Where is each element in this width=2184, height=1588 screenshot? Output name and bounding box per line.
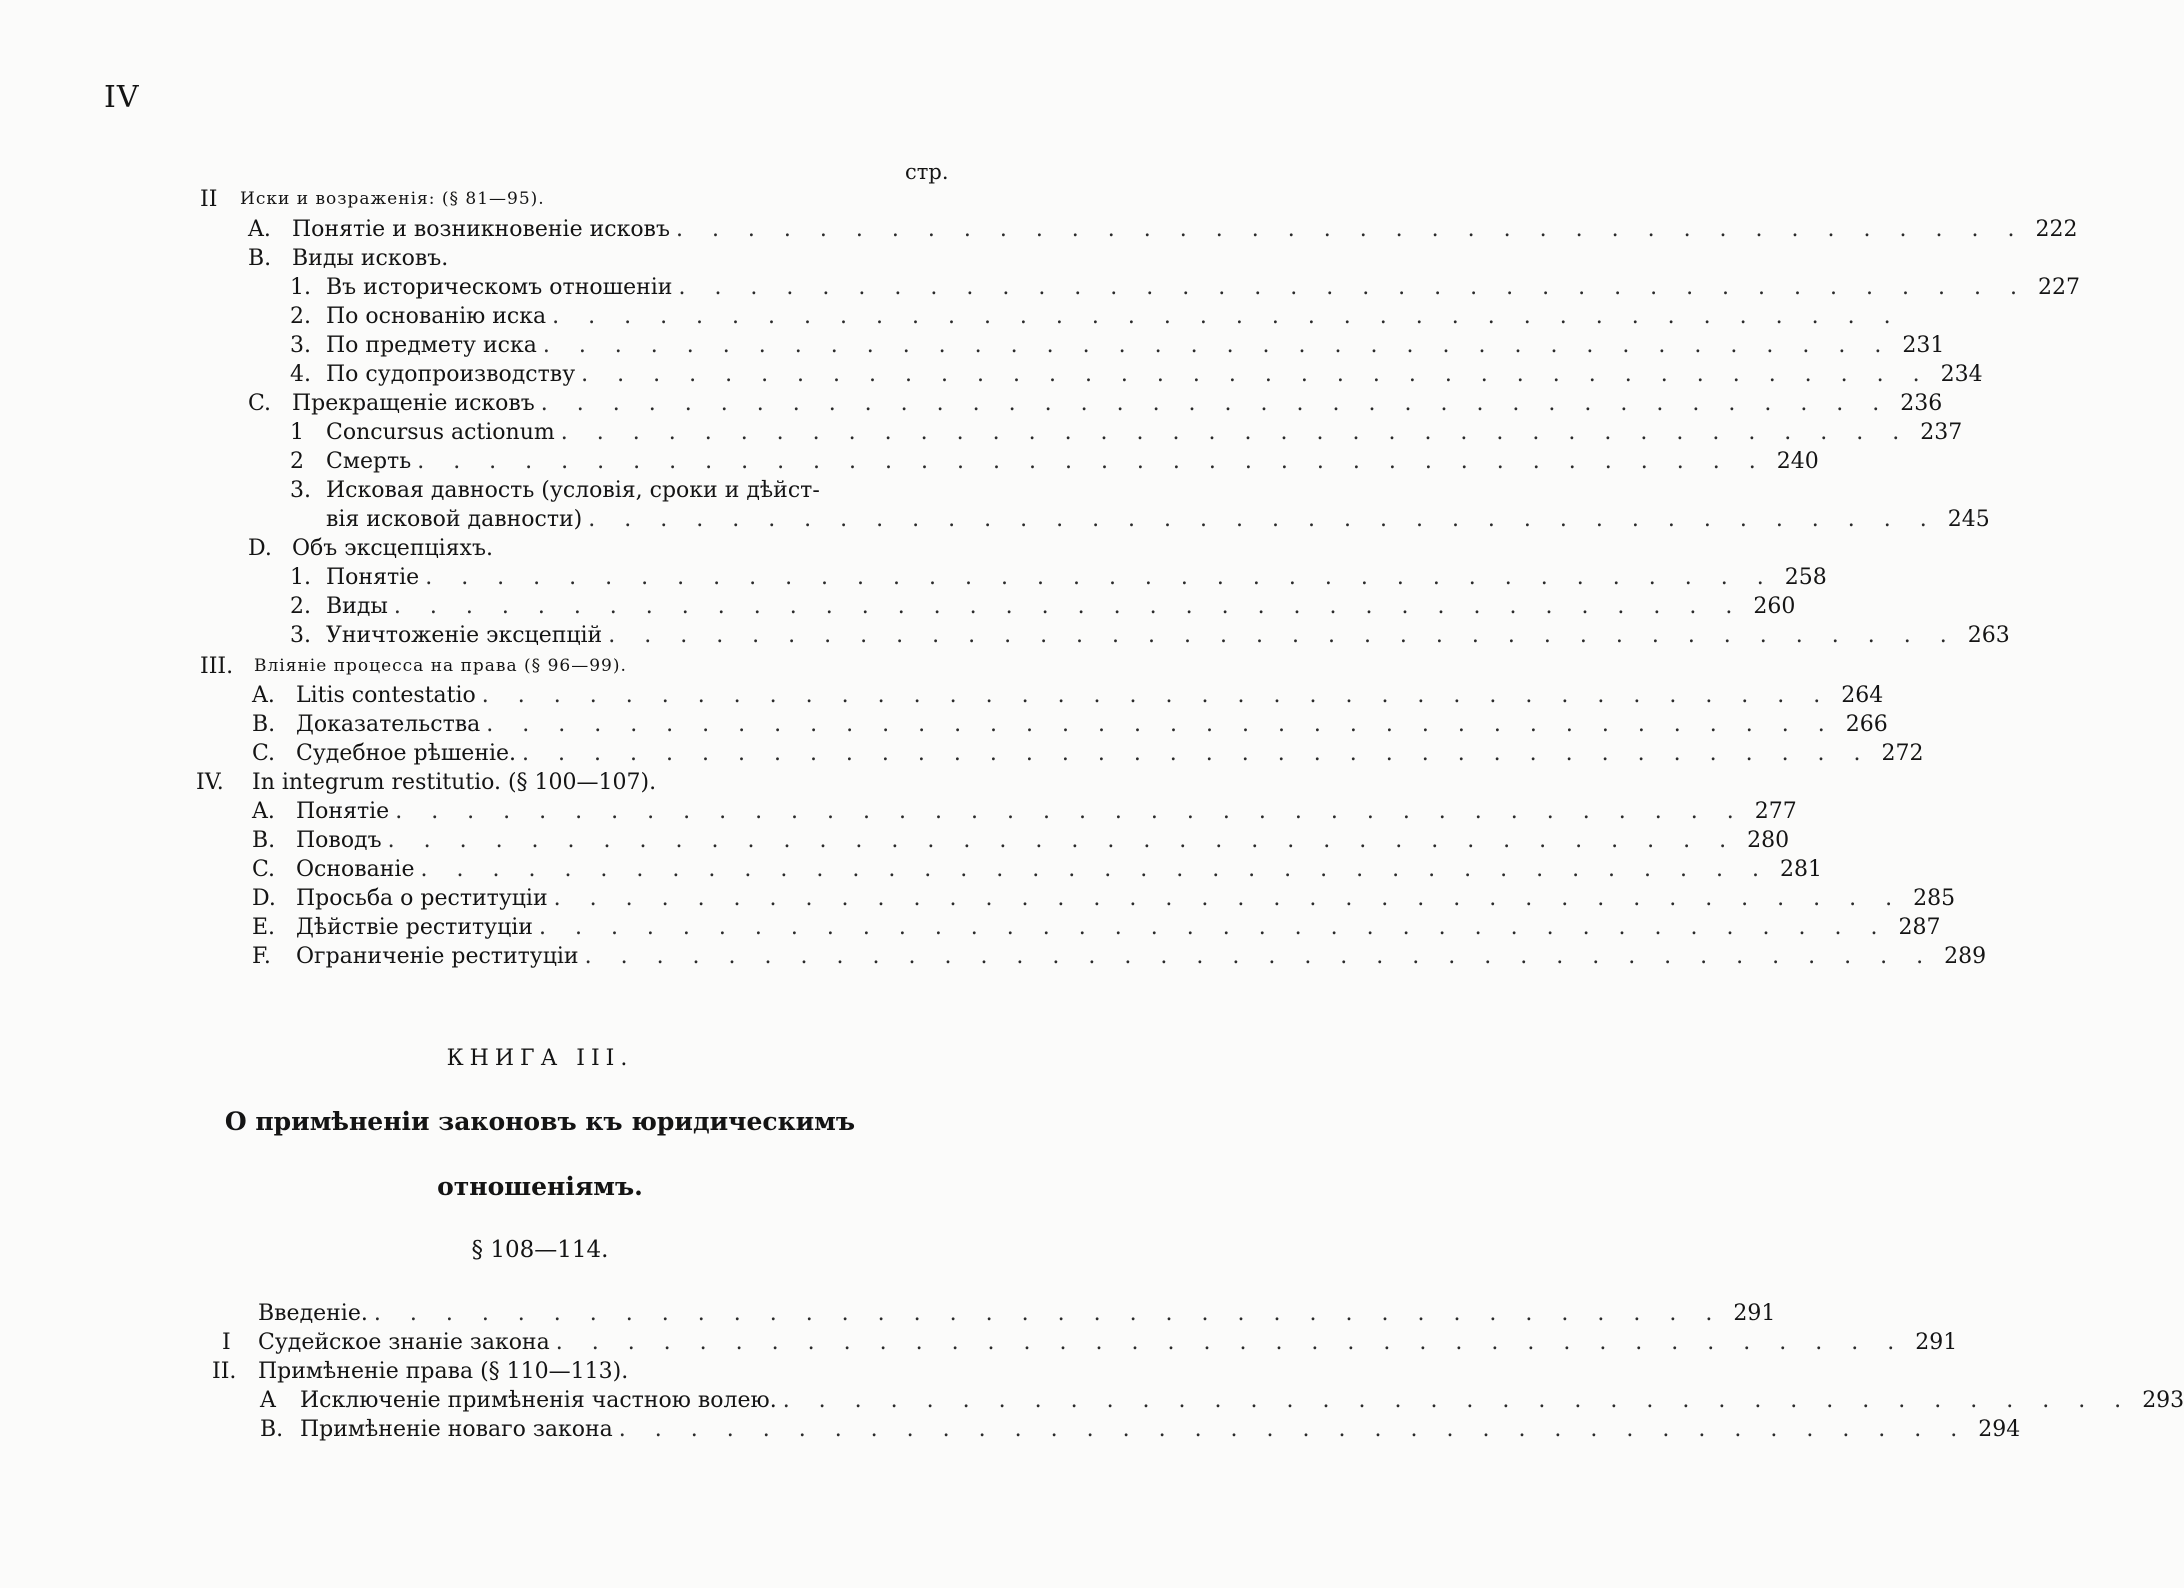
entry-marker: 1.: [290, 565, 311, 590]
toc-entry: [252, 681, 1884, 710]
entry-page: 277: [1754, 799, 1797, 824]
entry-marker: 2.: [290, 304, 311, 329]
entry-title: Виды исковъ.: [292, 246, 449, 271]
dot-leader: . . . . . . . . . . . . . . . . . . . . . . . . . . . . . . . . . . . . . .: [608, 623, 1958, 648]
entry-page: 293: [2142, 1388, 2184, 1413]
dot-leader: . . . . . . . . . . . . . . . . . . . . . . . . . . . . . . . . . . . . . .: [481, 683, 1832, 708]
dot-leader: . . . . . . . . . . . . . . . . . . . . . . . . . . . . . . . . . . . . . .: [522, 741, 1872, 766]
toc-entry: [248, 389, 1943, 418]
toc-entry: [290, 563, 1827, 592]
entry-page: 291: [1733, 1301, 1776, 1326]
entry-title: Судейское знаніе закона: [258, 1330, 550, 1355]
section-marker: II: [200, 187, 218, 212]
toc-entry: [252, 710, 1888, 739]
entry-marker: D.: [248, 536, 272, 561]
entry-title: Смерть: [326, 449, 412, 474]
entry-title: Litis contestatio: [296, 683, 476, 708]
entry-marker: A.: [252, 799, 275, 824]
entry-title: Исключеніе примѣненія частною волею.: [300, 1388, 777, 1413]
entry-title: Судебное рѣшеніе.: [296, 741, 517, 766]
toc-entry: [248, 534, 960, 563]
toc-entry: [290, 302, 1902, 331]
entry-marker: 3.: [290, 478, 311, 503]
toc-entry: [290, 505, 1990, 534]
toc-entry: [248, 215, 2078, 244]
entry-title: Объ эксцепціяхъ.: [292, 536, 493, 561]
entry-marker: D.: [252, 886, 276, 911]
dot-leader: . . . . . . . . . . . . . . . . . . . . . . . . . . . . . . . . . . . . . .: [538, 915, 1889, 940]
dot-leader: . . . . . . . . . . . . . . . . . . . . . . . . . . . . . . . . . . . . . .: [584, 944, 1935, 969]
dot-leader: . . . . . . . . . . . . . . . . . . . . . . . . . . . . . . . . . . . . . .: [542, 333, 1893, 358]
dot-leader: . . . . . . . . . . . . . . . . . . . . . . . . . . . . . . . . . . . . . .: [675, 217, 2026, 242]
section-title: Вліяніе процесса на права (§ 96—99).: [254, 656, 627, 676]
toc-entry: [260, 1415, 2021, 1444]
dot-leader: . . . . . . . . . . . . . . . . . . . . . . . . . . . . . . . . . . . . . .: [678, 275, 2028, 300]
dot-leader: . . . . . . . . . . . . . . . . . . . . . . . . . . . . . . . . . . . . . .: [417, 449, 1767, 474]
entry-page: 281: [1780, 857, 1822, 882]
entry-page: 264: [1841, 683, 1884, 708]
entry-page: 263: [1967, 623, 2010, 648]
entry-title: Понятіе: [296, 799, 390, 824]
entry-title: Просьба о реституціи: [296, 886, 548, 911]
book-paragraph-range: § 108—114.: [471, 1237, 609, 1263]
toc-entry: [260, 1386, 2184, 1415]
toc-entry: [258, 1299, 1776, 1328]
entry-marker: 2: [290, 449, 304, 474]
toc-entry: [290, 418, 1963, 447]
entry-marker: C.: [248, 391, 272, 416]
entry-title: Примѣненіе права (§ 110—113).: [258, 1359, 629, 1384]
entry-title: Понятіе: [326, 565, 420, 590]
entry-marker: 1: [290, 420, 304, 445]
toc-entry: [252, 797, 1797, 826]
entry-title: По судопроизводству: [326, 362, 576, 387]
entry-marker: 2.: [290, 594, 311, 619]
dot-leader: . . . . . . . . . . . . . . . . . . . . . . . . . . . . . . . . . . . . . .: [553, 886, 1904, 911]
entry-marker: 4.: [290, 362, 311, 387]
entry-marker: A: [260, 1388, 276, 1413]
dot-leader: . . . . . . . . . . . . . . . . . . . . . . . . . . . . . . . . . . . . . .: [782, 1388, 2133, 1413]
dot-leader: . . . . . . . . . . . . . . . . . . . . . . . . . . . . . . . . . . . . . .: [540, 391, 1891, 416]
entry-marker: A.: [252, 683, 275, 708]
entry-page: 287: [1898, 915, 1941, 940]
entry-title: Въ историческомъ отношеніи: [326, 275, 673, 300]
toc-entry: [290, 331, 1945, 360]
toc-entry: [290, 621, 2010, 650]
dot-leader: . . . . . . . . . . . . . . . . . . . . . . . . . . . . . . . . . . . . . .: [581, 362, 1931, 387]
section-marker: IV.: [196, 770, 224, 795]
entry-title: Concursus actionum: [326, 420, 555, 445]
toc-entry: [290, 476, 960, 505]
section-heading: [196, 768, 960, 797]
entry-title: Прекращеніе исковъ: [292, 391, 535, 416]
dot-leader: . . . . . . . . . . . . . . . . . . . . . . . . . . . . . . . . . . . . . .: [588, 507, 1938, 532]
dot-leader: . . . . . . . . . . . . . . . . . . . . . . . . . . . . . . . . . . . . . .: [395, 799, 1745, 824]
entry-title: Поводъ: [296, 828, 382, 853]
toc-entry: [290, 592, 1796, 621]
entry-page: 260: [1753, 594, 1796, 619]
dot-leader: . . . . . . . . . . . . . . . . . . . . . . . . . . . . . . . . . . . . . .: [560, 420, 1911, 445]
entry-title: Ограниченіе реституціи: [296, 944, 579, 969]
entry-page: 285: [1913, 886, 1956, 911]
entry-marker: B.: [252, 712, 276, 737]
toc-entry: [252, 826, 1790, 855]
section-title: Иски и возраженія: (§ 81—95).: [240, 189, 545, 209]
entry-page: 234: [1940, 362, 1983, 387]
book-label: КНИГА III.: [446, 1046, 634, 1071]
entry-marker: F.: [252, 944, 271, 969]
entry-marker: E.: [252, 915, 276, 940]
entry-marker: C.: [252, 857, 276, 882]
toc-entry: [290, 447, 1819, 476]
entry-title: Доказательства: [296, 712, 481, 737]
entry-page: 266: [1845, 712, 1888, 737]
dot-leader: . . . . . . . . . . . . . . . . . . . . . . . . . . . . . . . . . . . . . .: [486, 712, 1836, 737]
section-marker: III.: [200, 654, 234, 679]
entry-title: Примѣненіе новаго закона: [300, 1417, 613, 1442]
entry-marker: B.: [252, 828, 276, 853]
toc-entry: [252, 942, 1987, 971]
entry-title: Дѣйствіе реституціи: [296, 915, 533, 940]
dot-leader: . . . . . . . . . . . . . . . . . . . . . . . . . . . . . . . . . . . . . .: [618, 1417, 1969, 1442]
entry-page: 240: [1776, 449, 1819, 474]
section-title: In integrum restitutio. (§ 100—107).: [252, 770, 657, 795]
dot-leader: . . . . . . . . . . . . . . . . . . . . . . . . . . . . . . . . . . . . . .: [425, 565, 1775, 590]
entry-title: Основаніе: [296, 857, 415, 882]
entry-page: 294: [1978, 1417, 2021, 1442]
dot-leader: . . . . . . . . . . . . . . . . . . . . . . . . . . . . . . . . . . . . . .: [555, 1330, 1906, 1355]
entry-page: 289: [1944, 944, 1987, 969]
book-title-line2: отношеніямъ.: [437, 1172, 643, 1201]
dot-leader: . . . . . . . . . . . . . . . . . . . . . . . . . . . . . . . . . . . . . .: [393, 594, 1744, 619]
entry-title: Понятіе и возникновеніе исковъ: [292, 217, 670, 242]
entry-marker: I: [222, 1330, 231, 1355]
section-heading: [200, 652, 960, 681]
entry-page: 236: [1900, 391, 1943, 416]
toc-entry: [252, 884, 1956, 913]
entry-title: Введеніе.: [258, 1301, 368, 1326]
entry-marker: B.: [260, 1417, 284, 1442]
entry-page: 245: [1947, 507, 1990, 532]
toc-entry: [252, 913, 1941, 942]
toc-entry: [212, 1357, 972, 1386]
entry-title: Виды: [326, 594, 388, 619]
entry-page: 280: [1747, 828, 1790, 853]
entry-title: вія исковой давности): [326, 507, 583, 532]
book-title-line1: О примѣненіи законовъ къ юридическимъ: [224, 1107, 856, 1136]
dot-leader: . . . . . . . . . . . . . . . . . . . . . . . . . . . . . . . . . . . . . .: [387, 828, 1738, 853]
entry-title: По предмету иска: [326, 333, 537, 358]
entry-page: 291: [1915, 1330, 1958, 1355]
section-heading: [200, 185, 960, 214]
dot-leader: . . . . . . . . . . . . . . . . . . . . . . . . . . . . . . . . . . . . . .: [420, 857, 1770, 882]
entry-page: 237: [1920, 420, 1963, 445]
entry-marker: II.: [212, 1359, 237, 1384]
entry-page: 222: [2035, 217, 2078, 242]
entry-page: [1902, 302, 1954, 331]
toc-entry: [248, 244, 960, 273]
entry-title: Исковая давность (условія, сроки и дѣйст-: [326, 478, 820, 503]
entry-title: По основанію иска: [326, 304, 547, 329]
entry-marker: 3.: [290, 333, 311, 358]
entry-page: 272: [1881, 741, 1924, 766]
entry-marker: 1.: [290, 275, 311, 300]
entry-marker: 3.: [290, 623, 311, 648]
entry-page: 227: [2037, 275, 2080, 300]
toc-entry: [222, 1328, 1958, 1357]
entry-marker: B.: [248, 246, 272, 271]
toc-entry: [252, 739, 1924, 768]
toc-entry: [290, 273, 2080, 302]
entry-page: 231: [1902, 333, 1945, 358]
toc-entry: [290, 360, 1983, 389]
entry-page: 258: [1784, 565, 1827, 590]
entry-marker: C.: [252, 741, 276, 766]
toc-entry: [252, 855, 1822, 884]
dot-leader: . . . . . . . . . . . . . . . . . . . . . . . . . . . . . . . . . . . . . .: [373, 1301, 1724, 1326]
page-number: IV: [104, 80, 140, 115]
dot-leader: . . . . . . . . . . . . . . . . . . . . . . . . . . . . . . . . . . . . . .: [552, 304, 1902, 329]
page-column-header: стр.: [905, 160, 949, 184]
entry-marker: A.: [248, 217, 271, 242]
entry-title: Уничтоженіе эксцепцій: [326, 623, 603, 648]
entry-marker: [290, 505, 326, 534]
